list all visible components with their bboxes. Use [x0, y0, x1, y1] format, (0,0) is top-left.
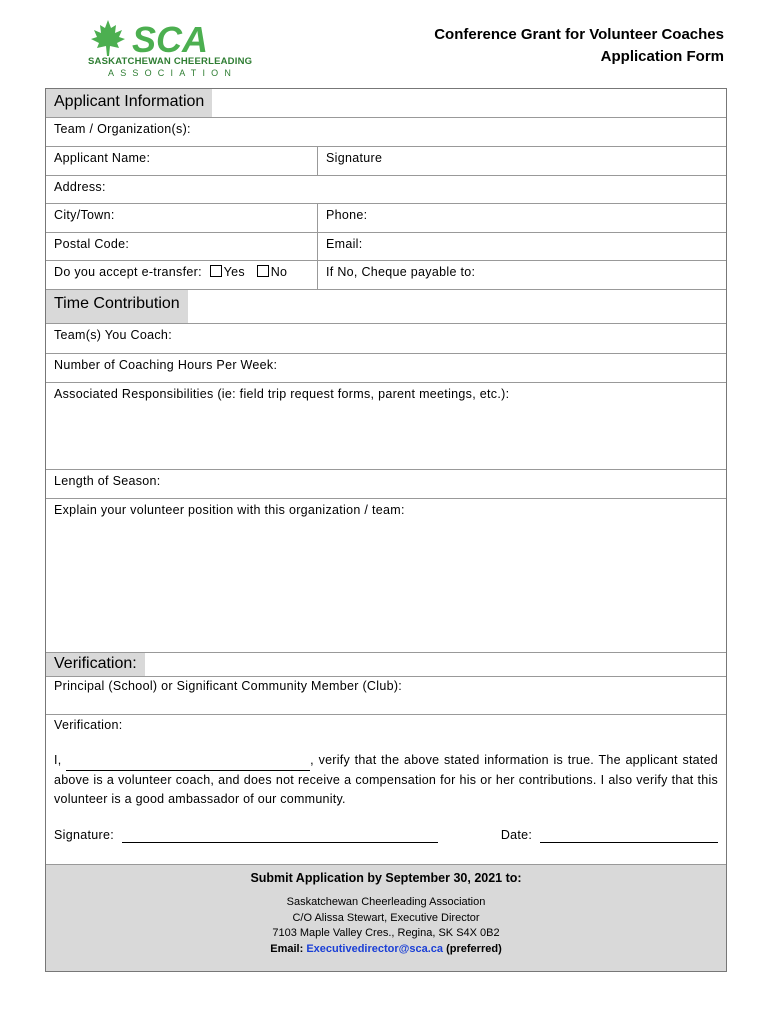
row-name-signature [46, 146, 726, 175]
submit-email-line [54, 942, 718, 958]
label-address: Address: [54, 180, 106, 194]
signature-date-row [54, 828, 718, 843]
label-teams-coach: Team(s) You Coach: [54, 328, 172, 342]
submit-preferred: (preferred) [446, 942, 502, 955]
section-heading-verification: Verification: [46, 653, 145, 676]
title-line-2: Application Form [600, 48, 724, 65]
verification-i: I, [54, 753, 62, 767]
label-yes: Yes [223, 265, 245, 279]
field-season[interactable] [46, 469, 726, 498]
section-applicant [46, 89, 726, 117]
section-heading-applicant: Applicant Information [46, 89, 212, 117]
date-line [501, 828, 718, 843]
submit-email-link[interactable]: Executivedirector@sca.ca [306, 942, 444, 955]
title-line-1: Conference Grant for Volunteer Coaches [434, 26, 724, 43]
verification-content [46, 715, 726, 864]
label-season: Length of Season: [54, 474, 161, 488]
section-verification [46, 652, 726, 676]
submit-section [46, 864, 726, 971]
label-responsibilities: Associated Responsibilities (ie: field trip request forms, parent meetings, etc.): [54, 387, 510, 401]
field-applicant-name[interactable]: Applicant Name: [46, 147, 318, 175]
field-principal[interactable] [46, 676, 726, 714]
field-teams-coach[interactable] [46, 323, 726, 353]
field-address[interactable] [46, 175, 726, 203]
verification-statement [54, 751, 718, 809]
field-team[interactable] [46, 117, 726, 146]
row-postal-email [46, 232, 726, 260]
yes-checkbox[interactable] [210, 265, 222, 277]
row-city-phone [46, 203, 726, 232]
label-hours: Number of Coaching Hours Per Week: [54, 358, 278, 372]
submit-email-label: Email: [270, 942, 304, 955]
field-city[interactable]: City/Town: [46, 204, 318, 232]
field-phone[interactable]: Phone: [326, 208, 368, 222]
field-postal[interactable]: Postal Code: [46, 233, 318, 260]
field-signature[interactable]: Signature [326, 151, 383, 165]
label-verif-date: Date: [500, 828, 533, 842]
field-cheque[interactable]: If No, Cheque payable to: [326, 265, 476, 279]
field-etransfer [46, 261, 318, 289]
field-hours[interactable] [46, 353, 726, 382]
section-heading-time: Time Contribution [46, 290, 188, 323]
label-verification: Verification: [54, 718, 123, 732]
row-etransfer [46, 260, 726, 289]
verification-text: , verify that the above stated information is true. The applicant stated above is a volunteer coach, and does not receive a compensation for his or her contributions. I also verify that this volunteer is a good ambassador of our community. [54, 753, 718, 806]
label-verif-signature: Signature: [54, 828, 114, 842]
no-checkbox[interactable] [257, 265, 269, 277]
submit-contact: C/O Alissa Stewart, Executive Director [292, 911, 480, 924]
signature-blank-field[interactable] [122, 828, 438, 843]
signature-line [54, 828, 438, 843]
name-blank-field[interactable] [66, 751, 310, 771]
logo-abbr: SCA [132, 19, 209, 58]
submit-org: Saskatchewan Cheerleading Association [286, 896, 486, 908]
form-title [434, 24, 724, 68]
label-explain: Explain your volunteer position with this organization / team: [54, 503, 405, 517]
maple-leaf-logo-icon [86, 18, 256, 58]
label-principal: Principal (School) or Significant Community Member (Club): [54, 679, 403, 693]
submit-box [46, 865, 726, 971]
application-form [45, 88, 727, 972]
label-team: Team / Organization(s): [54, 122, 191, 136]
submit-address: 7103 Maple Valley Cres., Regina, SK S4X 0B2 [272, 927, 500, 939]
submit-heading: Submit Application by September 30, 2021 to: [250, 871, 522, 885]
field-responsibilities[interactable] [46, 382, 726, 469]
logo-name: SASKATCHEWAN CHEERLEADING [88, 56, 253, 67]
field-email[interactable]: Email: [326, 237, 363, 251]
logo-sub: ASSOCIATION [108, 68, 238, 78]
verification-block [46, 714, 726, 864]
label-etransfer: Do you accept e-transfer: [54, 265, 202, 279]
label-no: No [270, 265, 288, 279]
date-blank-field[interactable] [540, 828, 718, 843]
field-explain[interactable] [46, 498, 726, 652]
sca-logo [86, 18, 256, 80]
section-time [46, 289, 726, 323]
